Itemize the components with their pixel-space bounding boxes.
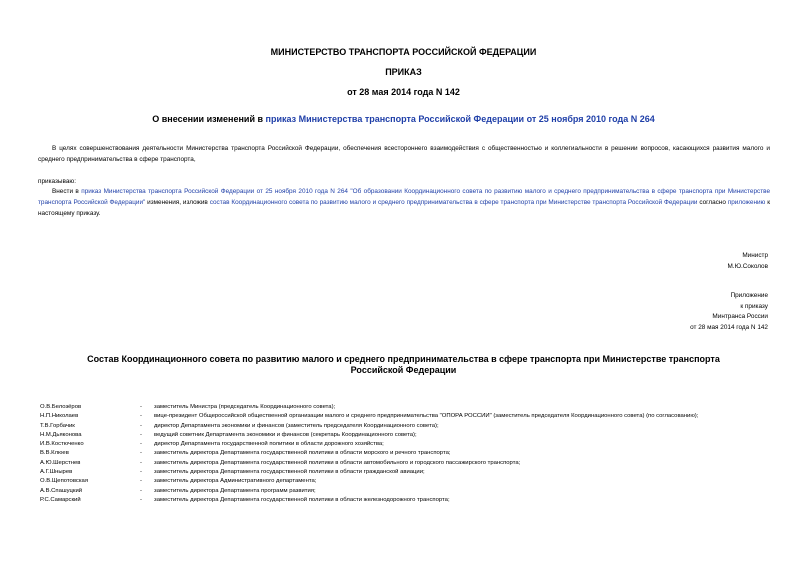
member-role: заместитель директора Департамента государственной политики в области гражданской авиации; bbox=[154, 469, 425, 476]
table-row bbox=[40, 469, 774, 478]
member-role: заместитель директора Департамента программ развития; bbox=[154, 487, 316, 494]
member-name: Т.В.Горбачик bbox=[40, 422, 75, 429]
member-role: заместитель Министра (председатель Координационного совета); bbox=[154, 404, 336, 410]
composition-title: Состав Координационного совета по развитию малого и среднего предпринимательства в сфере транспорта при Министерстве транспорта Российской Федерации bbox=[87, 354, 720, 375]
member-role: заместитель директора Департамента государственной политики в области автомобильного и городского пассажирского транспорта; bbox=[154, 459, 521, 466]
table-row bbox=[40, 423, 774, 432]
member-dash: - bbox=[140, 413, 142, 420]
order-text-2: изменения, изложив bbox=[145, 199, 210, 206]
member-role: ведущий советник Департамента экономики и финансов (секретарь Координационного совета); bbox=[154, 431, 417, 438]
members-table bbox=[40, 404, 774, 506]
doc-title-prefix: О внесении изменений в bbox=[152, 114, 266, 124]
signature-position: Министр bbox=[742, 252, 768, 259]
member-dash: - bbox=[140, 431, 142, 438]
member-dash: - bbox=[140, 404, 142, 410]
appendix-block bbox=[690, 291, 768, 333]
member-dash: - bbox=[140, 422, 142, 429]
member-name: О.В.Белозёров bbox=[40, 404, 82, 410]
member-dash: - bbox=[140, 478, 142, 485]
member-role: директор Департамента экономики и финансов (заместитель председателя Координационного совета); bbox=[154, 422, 439, 429]
order-link-3[interactable]: приложению bbox=[727, 199, 766, 206]
member-role: директор Департамента государственной политики в области дорожного хозяйства; bbox=[154, 441, 384, 448]
order-word: приказываю: bbox=[38, 178, 76, 185]
ministry-heading: МИНИСТЕРСТВО ТРАНСПОРТА РОССИЙСКОЙ ФЕДЕРАЦИИ bbox=[270, 47, 537, 57]
appendix-line-1: Приложение bbox=[730, 292, 768, 299]
signature-block bbox=[727, 251, 768, 272]
table-row bbox=[40, 478, 774, 487]
order-text-4: к настоящему приказу. bbox=[38, 199, 770, 217]
member-name: И.В.Костюченко bbox=[40, 441, 84, 448]
member-name: Н.М.Дьяконова bbox=[40, 431, 82, 438]
member-dash: - bbox=[140, 441, 142, 448]
appendix-line-2: к приказу bbox=[740, 302, 768, 310]
member-name: О.В.Щепотовская bbox=[40, 478, 89, 485]
member-name: А.Г.Шнырев bbox=[40, 469, 73, 476]
member-dash: - bbox=[140, 450, 142, 457]
order-text-3: согласно bbox=[697, 199, 728, 206]
doc-title-link[interactable]: приказ Министерства транспорта Российской Федерации от 25 ноября 2010 года N 264 bbox=[265, 114, 655, 124]
table-row bbox=[40, 460, 774, 469]
table-row bbox=[40, 413, 774, 422]
doc-type-heading: ПРИКАЗ bbox=[385, 67, 422, 77]
member-name: В.В.Клюев bbox=[40, 450, 69, 457]
table-row bbox=[40, 450, 774, 459]
appendix-line-3: Минтранса России bbox=[712, 313, 768, 320]
doc-date: от 28 мая 2014 года N 142 bbox=[347, 87, 460, 97]
member-dash: - bbox=[140, 487, 142, 494]
member-role: заместитель директора Департамента государственной политики в области морского и речного транспорта; bbox=[154, 450, 451, 457]
order-link-1[interactable]: приказ Министерства транспорта Российской Федерации от 25 ноября 2010 года N 264 "Об образовании Координационного совета по развитию малого и среднего предпринимательства в сфере транспорта при Министерстве транспорта Российской Федерации" bbox=[38, 188, 771, 206]
member-role: вице-президент Общероссийской общественной организации малого и среднего предпринимательства "ОПОРА РОССИИ" (заместитель председателя Координационного совета) (по согласованию); bbox=[154, 413, 699, 420]
member-name: Н.П.Николаев bbox=[40, 413, 79, 420]
signature-name: М.Ю.Соколов bbox=[727, 262, 768, 270]
member-role: заместитель директора Департамента государственной политики в области железнодорожного транспорта; bbox=[154, 496, 450, 503]
order-link-2[interactable]: состав Координационного совета по развитию малого и среднего предпринимательства в сфере транспорта при Министерстве транспорта Российской Федерации bbox=[209, 199, 698, 206]
member-name: Р.С.Самарский bbox=[40, 496, 81, 503]
member-name: А.В.Спашуцкий bbox=[40, 487, 83, 494]
member-dash: - bbox=[140, 496, 142, 503]
table-row bbox=[40, 497, 774, 506]
order-text-1: Внести в bbox=[52, 188, 82, 195]
member-role: заместитель директора Административного департамента; bbox=[154, 478, 317, 485]
table-row bbox=[40, 432, 774, 441]
appendix-line-4: от 28 мая 2014 года N 142 bbox=[690, 323, 768, 331]
member-dash: - bbox=[140, 469, 142, 476]
preamble: В целях совершенствования деятельности Министерства транспорта Российской Федерации, обеспечения всестороннего взаимодействия с общественностью и коллегиальности в решении вопросов, касающихся развития малого и среднего предпринимательства в сфере транспорта, bbox=[38, 145, 770, 163]
table-row bbox=[40, 488, 774, 497]
order-paragraph bbox=[38, 186, 770, 219]
member-name: А.Ю.Шерстнев bbox=[40, 459, 81, 466]
member-dash: - bbox=[140, 459, 142, 466]
table-row bbox=[40, 404, 774, 413]
doc-title bbox=[0, 114, 807, 124]
